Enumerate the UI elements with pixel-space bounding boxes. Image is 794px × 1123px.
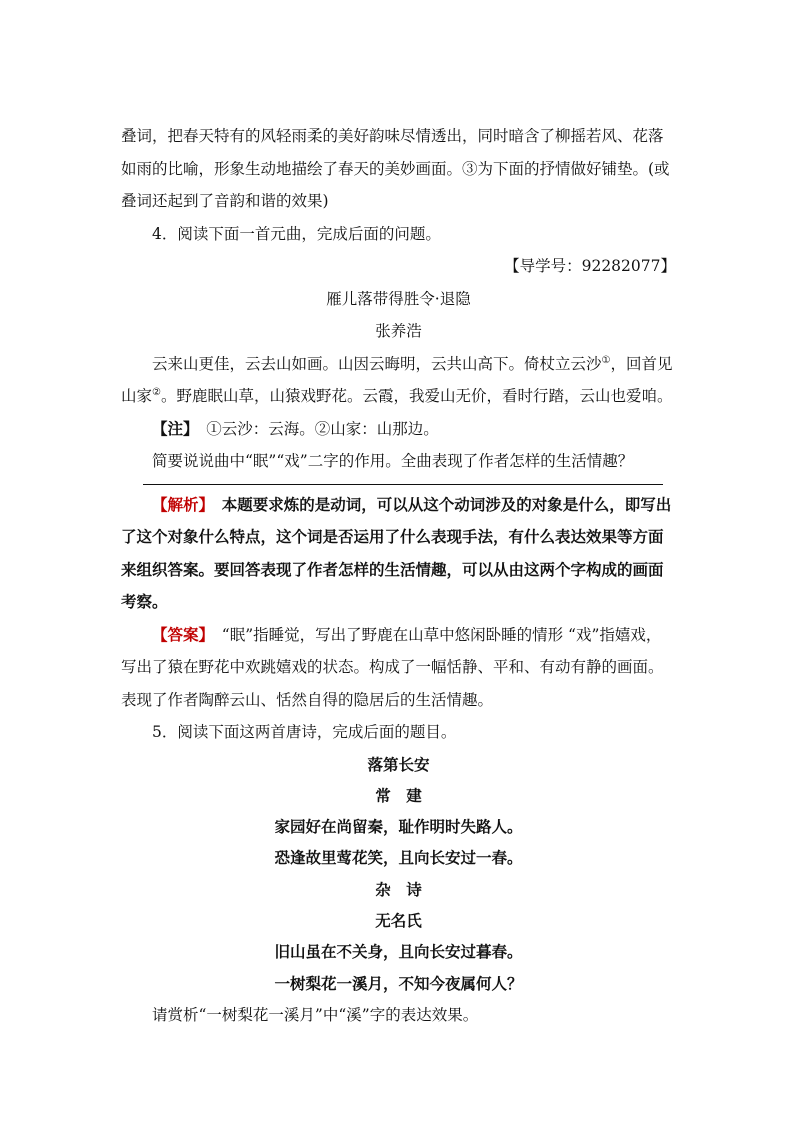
poem-text-part-1: 云来山更佳，云去山如画。山因云晦明，云共山高下。倚杖立云沙	[152, 354, 602, 373]
note-text: ①云沙：云海。②山家：山那边。	[190, 419, 439, 438]
answer-text: “眠”指睡觉，写出了野鹿在山草中悠闲卧睡的情形 “戏”指嬉戏，写出了猿在野花中欢跳嬉戏的状态。构成了一幅恬静、平和、有动有静的画面。表现了作者陶醉云山、恬然自得的隐居后的生活情趣。	[121, 625, 664, 709]
answer-paragraph	[121, 619, 676, 717]
poem1-line-1: 家园好在尚留秦，耻作明时失路人。	[274, 817, 523, 837]
note-ref-1: ①	[601, 354, 611, 366]
answer-line	[143, 484, 663, 485]
poem1-line-2: 恐逢故里莺花笑，且向长安过一春。	[274, 848, 523, 868]
poem-author: 张养浩	[375, 322, 422, 340]
poem2-author: 无名氏	[375, 910, 422, 930]
question-4-prompt: 4．阅读下面一首元曲，完成后面的问题。	[152, 224, 441, 243]
poem-notes	[121, 413, 676, 446]
answer-label: 【答案】	[152, 624, 207, 644]
poem1-author: 常 建	[375, 785, 422, 805]
poem1-title: 落第长安	[367, 754, 430, 774]
poem2-title: 杂 诗	[375, 879, 422, 899]
poems-block	[121, 749, 676, 999]
guide-number: 【导学号：92282077】	[504, 257, 676, 275]
note-label: 【注】	[152, 418, 191, 438]
document-page	[121, 120, 676, 1031]
poem-text-part-3: 。野鹿眠山草，山猿戏野花。云霞，我爱山无价，看时行踏，云山也爱咱。	[160, 387, 673, 405]
note-ref-2: ②	[152, 386, 161, 398]
question-5-question: 请赏析“一树梨花一溪月”中“溪”字的表达效果。	[152, 1005, 479, 1024]
previous-answer-continuation: 叠词，把春天特有的风轻雨柔的美好韵味尽情透出，同时暗含了柳摇若风、花落如雨的比喻，形象生动地描绘了春天的美妙画面。③为下面的抒情做好铺垫。(或叠词还起到了音韵和谐的效果)	[121, 127, 670, 210]
analysis-paragraph	[121, 489, 676, 619]
poem2-line-1: 旧山虽在不关身，且向长安过暮春。	[274, 942, 523, 962]
poem-title: 雁儿落带得胜令·退隐	[326, 289, 471, 308]
question-4-question: 简要说说曲中“眠”“戏”二字的作用。全曲表现了作者怎样的生活情趣？	[152, 452, 634, 470]
poem-body	[121, 348, 676, 413]
question-5-prompt: 5．阅读下面这两首唐诗，完成后面的题目。	[152, 723, 457, 741]
analysis-label: 【解析】	[152, 494, 207, 514]
poem2-line-2: 一树梨花一溪月，不知今夜属何人？	[274, 973, 523, 993]
poem-text-part-2: ，回首见山家	[121, 354, 673, 405]
analysis-text: 本题要求炼的是动词，可以从这个动词涉及的对象是什么，即写出了这个对象什么特点，这个词是否运用了什么表现手法，有什么表达效果等方面来组织答案。要回答表现了作者怎样的生活情趣，可以从由这两个字构成的画面考察。	[121, 494, 672, 611]
